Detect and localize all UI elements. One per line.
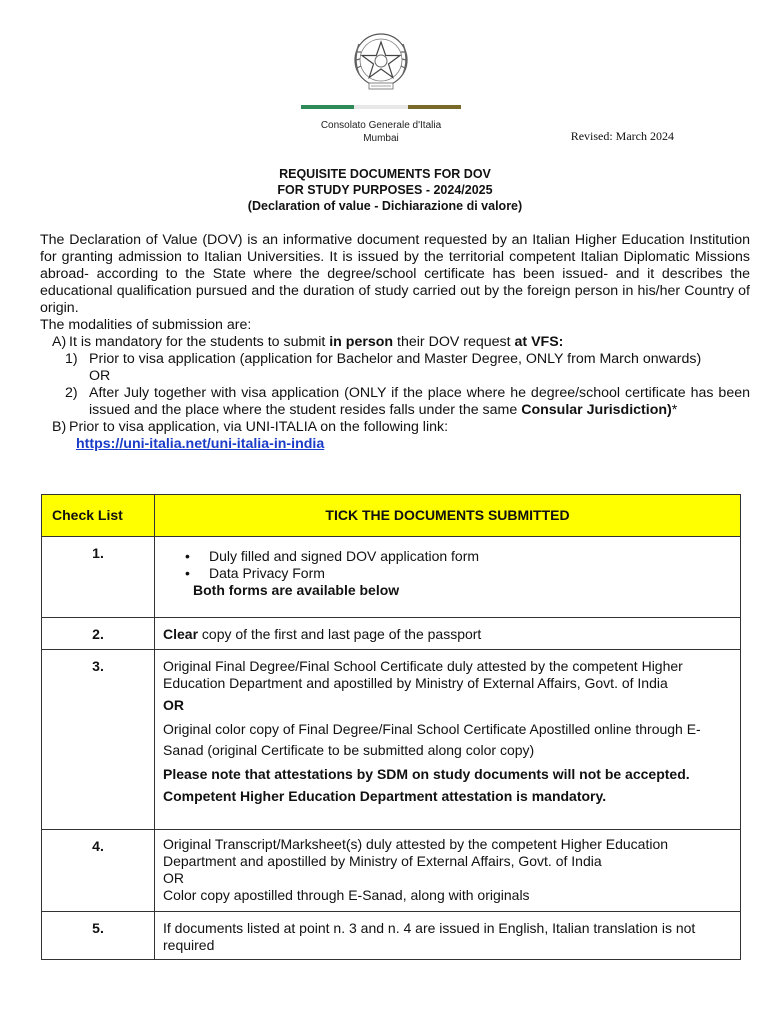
bullet-icon: • — [185, 548, 190, 564]
option-b — [40, 419, 750, 436]
row-number: 5. — [42, 912, 155, 960]
forms-list — [163, 548, 732, 582]
degree-esanad-text: Original color copy of Final Degree/Final School Certificate Apostilled online through E-Sanad (original Certificate to be submitted along color copy) — [163, 721, 701, 758]
table-row — [42, 650, 741, 830]
option-a-bold-in-person: in person — [329, 334, 394, 350]
bullet-text: Data Privacy Form — [209, 565, 325, 581]
transcript-esanad-text: Color copy apostilled through E-Sanad, along with originals — [163, 887, 530, 903]
table-row — [42, 537, 741, 618]
tricolor-bar — [301, 105, 461, 109]
option-a — [40, 334, 750, 351]
option-a-text — [69, 334, 750, 351]
option-a-1-label: 1) — [65, 351, 78, 367]
consulate-name — [300, 119, 462, 145]
transcript-original-text: Original Transcript/Marksheet(s) duly attested by the competent Higher Education Department and apostilled by Ministry of External Affairs, Govt. of India — [163, 836, 669, 869]
modalities-heading: The modalities of submission are: — [40, 317, 252, 333]
forms-note: Both forms are available below — [193, 582, 400, 598]
check-list-header: Check List — [42, 495, 155, 537]
option-b-label: B) — [52, 419, 67, 435]
consulate-line-2: Mumbai — [363, 133, 399, 144]
document-title — [0, 166, 770, 214]
translation-note: If documents listed at point n. 3 and n. 4 are issued in English, Italian translation is not required — [163, 920, 696, 953]
uni-italia-link[interactable]: https://uni-italia.net/uni-italia-in-india — [76, 436, 325, 452]
option-a-2-body: After July together with visa application (ONLY if the place where he degree/school certificate has been issued and the place where the student resides falls under the same — [89, 385, 750, 418]
checklist-table — [41, 494, 741, 960]
attestation-mandatory: Competent Higher Education Department attestation is mandatory. — [163, 788, 607, 804]
row-content — [155, 618, 741, 650]
table-header-row — [42, 495, 741, 537]
row-content — [155, 650, 741, 830]
transcript-or: OR — [163, 870, 184, 886]
row-number: 3. — [42, 650, 155, 830]
option-a-1 — [40, 351, 750, 368]
option-a-2-bold: Consular Jurisdiction) — [521, 402, 672, 418]
italian-republic-emblem — [349, 30, 413, 94]
row-number: 2. — [42, 618, 155, 650]
title-line-2: FOR STUDY PURPOSES - 2024/2025 — [277, 183, 493, 197]
row-content — [155, 912, 741, 960]
title-line-1: REQUISITE DOCUMENTS FOR DOV — [279, 167, 491, 181]
option-a-label: A) — [52, 334, 67, 350]
degree-original-text: Original Final Degree/Final School Certificate duly attested by the competent Higher Education Department and apostilled by Ministry of External Affairs, Govt. of India — [163, 658, 683, 691]
option-a-1-text: Prior to visa application (application for Bachelor and Master Degree, ONLY from March onwards) — [89, 351, 702, 367]
row-number: 4. — [42, 830, 155, 912]
option-a-2-asterisk: * — [671, 402, 678, 418]
option-a-2 — [40, 385, 750, 419]
table-row — [42, 830, 741, 912]
table-row — [42, 618, 741, 650]
option-a-pre: It is mandatory for the students to submit — [69, 334, 330, 350]
row-number: 1. — [42, 537, 155, 618]
table-row — [42, 912, 741, 960]
list-item — [163, 548, 732, 565]
clear-bold: Clear — [163, 626, 199, 642]
option-a-mid: their DOV request — [393, 334, 515, 350]
uni-italia-link-line — [40, 436, 750, 453]
intro-paragraph: The Declaration of Value (DOV) is an informative document requested by an Italian Higher Education Institution for granting admission to Italian Universities. It is issued by the territorial competent Italian Diplomatic Missions abroad- according to the State where the degree/school certificate has been issued- and it describes the educational qualification pursued and the duration of study carried out by the foreign person in his/her Country of origin. — [40, 232, 750, 316]
option-or: OR — [89, 368, 111, 384]
option-a-bold-vfs: at VFS: — [514, 334, 564, 350]
sdm-warning: Please note that attestations by SDM on study documents will not be accepted. — [163, 766, 690, 782]
row-content — [155, 830, 741, 912]
bullet-text: Duly filled and signed DOV application form — [209, 548, 480, 564]
option-a-2-text — [89, 385, 750, 419]
passport-text: copy of the first and last page of the passport — [198, 626, 482, 642]
bullet-icon: • — [185, 565, 190, 581]
option-b-text: Prior to visa application, via UNI-ITALIA on the following link: — [69, 419, 449, 435]
degree-or: OR — [163, 697, 184, 713]
list-item — [163, 565, 732, 582]
row-content — [155, 537, 741, 618]
documents-header: TICK THE DOCUMENTS SUBMITTED — [155, 495, 741, 537]
consulate-line-1: Consolato Generale d'Italia — [320, 120, 442, 131]
revised-date: Revised: March 2024 — [570, 129, 674, 143]
option-a-2-label: 2) — [65, 385, 78, 401]
title-line-3: (Declaration of value - Dichiarazione di valore) — [247, 199, 523, 213]
intro-section — [40, 232, 750, 453]
